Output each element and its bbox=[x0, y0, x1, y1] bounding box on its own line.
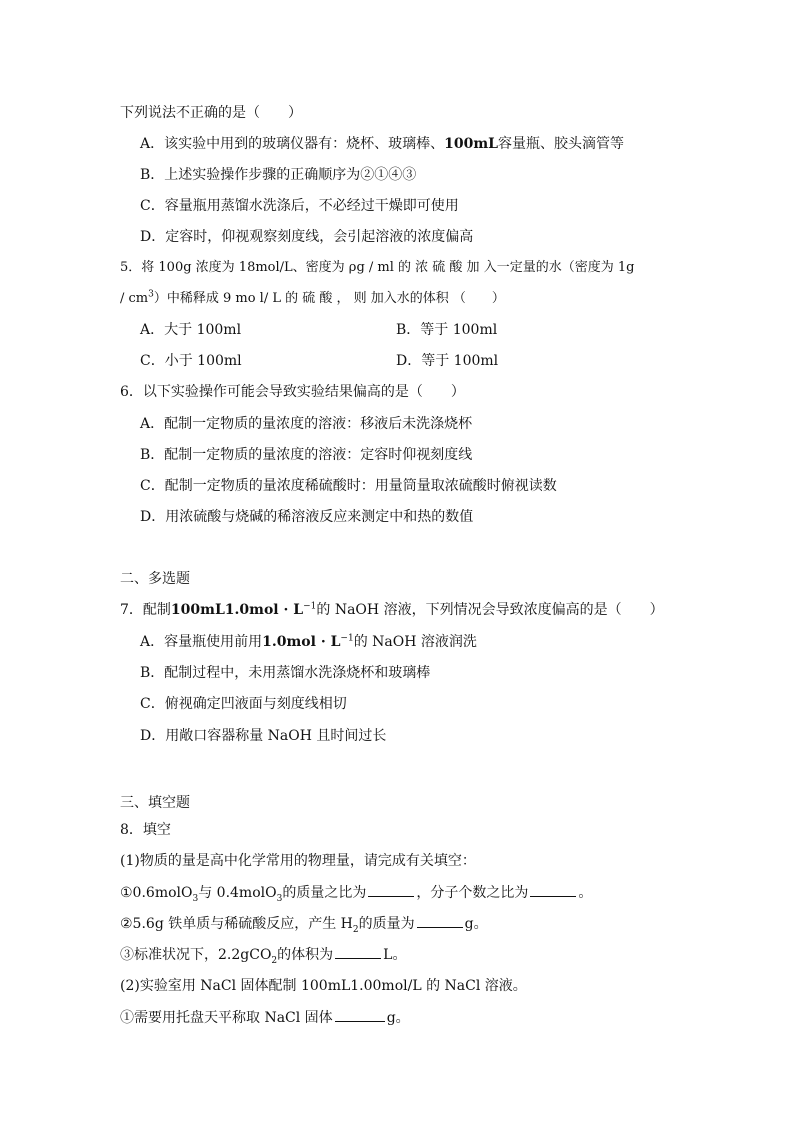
q8-item2: ②5.6g 铁单质与稀硫酸反应，产生 $H_2$的质量为 g。 bbox=[120, 916, 488, 935]
q4-option-b: B．上述实验操作步骤的正确顺序为②①④③ bbox=[140, 167, 417, 183]
section-title-fill-in: 三、填空题 bbox=[120, 795, 190, 811]
q4-option-a: A．该实验中用到的玻璃仪器有：烧杯、玻璃棒、100mL容量瓶、胶头滴管等 bbox=[140, 136, 625, 152]
section-title-multiple-choice: 二、多选题 bbox=[120, 571, 190, 587]
answer-blank[interactable] bbox=[417, 915, 463, 928]
q6-option-d: D．用浓硫酸与烧碱的稀溶液反应来测定中和热的数值 bbox=[140, 509, 474, 525]
q7-option-b: B．配制过程中，未用蒸馏水洗涤烧杯和玻璃棒 bbox=[140, 665, 431, 681]
q4-option-c: C．容量瓶用蒸馏水洗涤后，不必经过干燥即可使用 bbox=[140, 198, 459, 214]
q5-option-a: A．大于 100ml bbox=[140, 322, 242, 338]
q8-item4: ①需要用托盘天平称取 NaCl 固体 g。 bbox=[120, 1010, 410, 1026]
answer-blank[interactable] bbox=[335, 1009, 385, 1022]
q8-part1-intro: (1)物质的量是高中化学常用的物理量，请完成有关填空： bbox=[120, 853, 476, 869]
q5-stem-line2: / $cm^3$）中稀释成 9 mo l/ L 的 硫 酸 ， 则 加入水的体积 （ ） bbox=[120, 289, 505, 306]
q4-stem: 下列说法不正确的是（ ） bbox=[120, 105, 302, 121]
q5-option-c: C．小于 100ml bbox=[140, 353, 242, 369]
q7-option-a: A．容量瓶使用前用$1.0mol \cdot L^{-1}$的 NaOH 溶液润洗 bbox=[140, 633, 477, 650]
answer-blank[interactable] bbox=[368, 884, 414, 897]
q5-stem-line1: 5．将 100g 浓度为 18mol/L、密度为 ρg / ml 的 浓 硫 酸 加 入一定量的水（密度为 1g bbox=[120, 260, 635, 275]
q7-stem: 7．配制$100mL1.0mol \cdot L^{-1}$的 NaOH 溶液，下列情况会导致浓度偏高的是（ ） bbox=[120, 601, 664, 618]
q6-stem: 6．以下实验操作可能会导致实验结果偏高的是（ ） bbox=[120, 384, 465, 400]
q5-option-b: B．等于 100ml bbox=[396, 322, 498, 338]
q6-option-b: B．配制一定物质的量浓度的溶液：定容时仰视刻度线 bbox=[140, 447, 473, 463]
q7-option-c: C．俯视确定凹液面与刻度线相切 bbox=[140, 696, 347, 712]
q5-option-d: D．等于 100ml bbox=[396, 353, 499, 369]
q8-part2-intro: (2)实验室用 NaCl 固体配制 100mL1.00mol/L 的 NaCl 溶液。 bbox=[120, 978, 527, 994]
q8-item1: ①0.6molO$_3$与 0.4molO$_3$的质量之比为 ，分子个数之比为 。 bbox=[120, 885, 593, 904]
q8-title: 8．填空 bbox=[120, 822, 171, 838]
q6-option-c: C．配制一定物质的量浓度稀硫酸时：用量筒量取浓硫酸时俯视读数 bbox=[140, 478, 557, 494]
q8-item3: ③标准状况下，2.2gCO$_2$的体积为 L。 bbox=[120, 947, 407, 966]
q7-option-d: D．用敞口容器称量 NaOH 且时间过长 bbox=[140, 728, 387, 744]
answer-blank[interactable] bbox=[530, 884, 576, 897]
q4-option-d: D．定容时，仰视观察刻度线，会引起溶液的浓度偏高 bbox=[140, 229, 474, 245]
q6-option-a: A．配制一定物质的量浓度的溶液：移液后未洗涤烧杯 bbox=[140, 416, 473, 432]
answer-blank[interactable] bbox=[335, 946, 381, 959]
